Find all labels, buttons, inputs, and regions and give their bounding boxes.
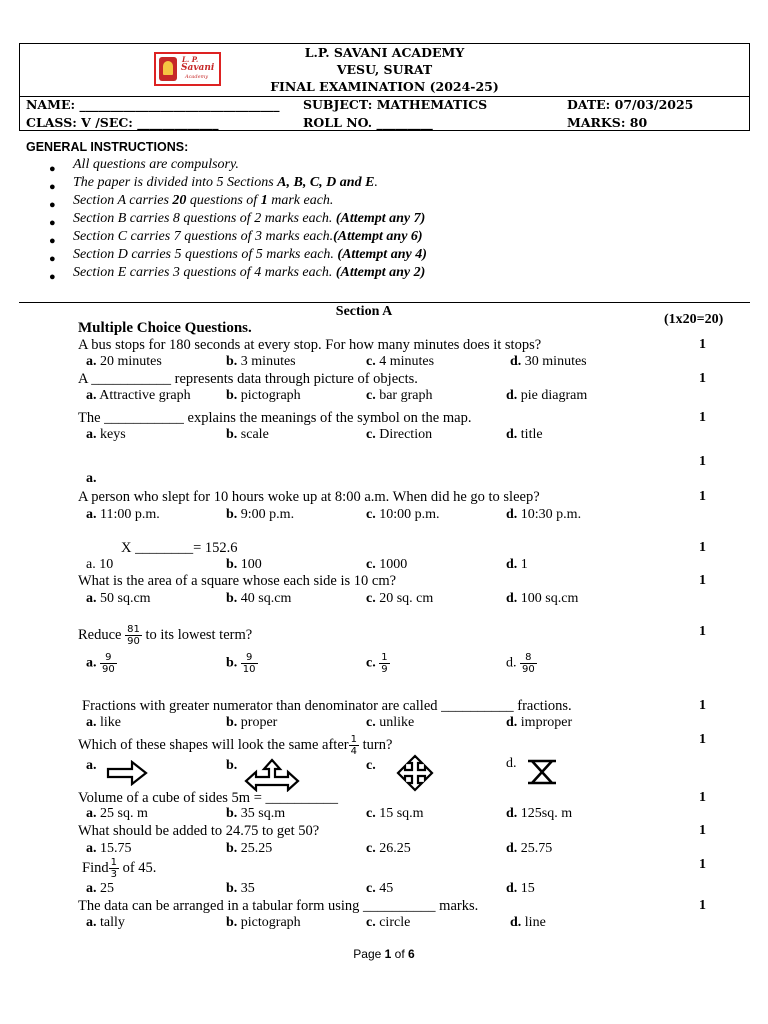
instruction-item: Section C carries 7 questions of 3 marks each.(Attempt any 6) bbox=[73, 229, 423, 244]
option-d: d. 125sq. m bbox=[506, 806, 573, 821]
section-divider bbox=[19, 302, 750, 303]
option-b: b. bbox=[226, 758, 238, 773]
option-c: c. circle bbox=[366, 915, 411, 930]
option-a: a. 25 bbox=[86, 881, 114, 896]
three-way-arrow-shape-icon bbox=[244, 758, 300, 792]
question-mark: 1 bbox=[699, 371, 706, 386]
instruction-item: Section E carries 3 questions of 4 marks each. (Attempt any 2) bbox=[73, 265, 426, 280]
hourglass-shape-icon bbox=[525, 758, 559, 786]
option-a: a. keys bbox=[86, 427, 126, 442]
option-c: c. bar graph bbox=[366, 388, 433, 403]
option-b: b. 35 bbox=[226, 881, 255, 896]
option-c: c. unlike bbox=[366, 715, 415, 730]
option-d: d. bbox=[506, 756, 517, 771]
option-d: d. pie diagram bbox=[506, 388, 588, 403]
option-d: d. line bbox=[510, 915, 546, 930]
option-c: c. 1000 bbox=[366, 557, 408, 572]
option-d: d. 100 sq.cm bbox=[506, 591, 579, 606]
question-mark: 1 bbox=[699, 454, 706, 469]
option-b: b. 3 minutes bbox=[226, 354, 296, 369]
option-c: c. $\frac{1}{9}$ bbox=[366, 652, 388, 675]
option-c: c. 15 sq.m bbox=[366, 806, 424, 821]
logo-text-2: Savani bbox=[181, 63, 215, 73]
bullet: ● bbox=[49, 253, 56, 265]
option-d: d. 10:30 p.m. bbox=[506, 507, 582, 522]
marks-label: MARKS: 80 bbox=[567, 115, 648, 130]
subject-label: SUBJECT: MATHEMATICS bbox=[303, 97, 488, 112]
option-a: a. tally bbox=[86, 915, 125, 930]
fraction: $\frac{81}{90}$ bbox=[127, 624, 140, 647]
question-text: A person who slept for 10 hours woke up at 8:00 a.m. When did he go to sleep? bbox=[78, 489, 540, 505]
bullet: ● bbox=[49, 271, 56, 283]
option-d: d. 30 minutes bbox=[510, 354, 587, 369]
option-a: a. 20 minutes bbox=[86, 354, 162, 369]
question-mark: 1 bbox=[699, 624, 706, 639]
question-mark: 1 bbox=[699, 732, 706, 747]
page-number: Page 1 of 6 bbox=[353, 947, 415, 961]
instruction-item: Section A carries 20 questions of 1 mark each. bbox=[73, 193, 334, 208]
option-c: c. 45 bbox=[366, 881, 394, 896]
option-c: c. bbox=[366, 758, 376, 773]
name-field: NAME: ________________________________ bbox=[26, 97, 280, 112]
question-text: A ___________ represents data through picture of objects. bbox=[78, 371, 418, 387]
school-location: VESU, SURAT bbox=[336, 62, 433, 77]
option-a: a. $\frac{9}{90}$ bbox=[86, 652, 115, 675]
question-text: What is the area of a square whose each side is 10 cm? bbox=[78, 573, 397, 589]
question-mark: 1 bbox=[699, 823, 706, 838]
option-b: b. 25.25 bbox=[226, 841, 273, 856]
option-b: b. 9:00 p.m. bbox=[226, 507, 295, 522]
question-mark: 1 bbox=[699, 898, 706, 913]
option-a: a. 10 bbox=[86, 557, 114, 572]
option-b: b. 100 bbox=[226, 557, 262, 572]
instruction-item: All questions are compulsory. bbox=[73, 157, 239, 172]
option-c: c. 26.25 bbox=[366, 841, 411, 856]
option-a: a. 15.75 bbox=[86, 841, 132, 856]
exam-title: FINAL EXAMINATION (2024-25) bbox=[270, 79, 499, 94]
bullet: ● bbox=[49, 199, 56, 211]
question-text: Which of these shapes will look the same after $\frac{1}{4}$ turn? bbox=[78, 734, 393, 757]
option-a: a. bbox=[86, 758, 97, 773]
instruction-item: Section B carries 8 questions of 2 marks each. (Attempt any 7) bbox=[73, 211, 426, 226]
date-label: DATE: 07/03/2025 bbox=[567, 97, 694, 112]
option-a: a. bbox=[86, 471, 97, 486]
question-text: A bus stops for 180 seconds at every stop. For how many minutes does it stops? bbox=[78, 337, 542, 353]
question-text: What should be added to 24.75 to get 50? bbox=[78, 823, 320, 839]
option-d: d. 15 bbox=[506, 881, 535, 896]
question-mark: 1 bbox=[699, 489, 706, 504]
question-text: Volume of a cube of sides 5m = __________ bbox=[78, 790, 339, 806]
option-c: c. 20 sq. cm bbox=[366, 591, 434, 606]
question-text: Find $\frac{1}{3}$ of 45. bbox=[82, 857, 157, 880]
instruction-item: ● bbox=[49, 163, 56, 175]
instructions-title: GENERAL INSTRUCTIONS: bbox=[26, 140, 189, 154]
bullet: ● bbox=[49, 181, 56, 193]
option-b: b. 35 sq.m bbox=[226, 806, 286, 821]
question-text: The ___________ explains the meanings of the symbol on the map. bbox=[78, 410, 472, 426]
bullet: ● bbox=[49, 235, 56, 247]
option-a: a. 50 sq.cm bbox=[86, 591, 151, 606]
fraction: $\frac{1}{3}$ bbox=[110, 857, 117, 880]
question-mark: 1 bbox=[699, 410, 706, 425]
fraction: $\frac{1}{4}$ bbox=[350, 734, 357, 757]
question-mark: 1 bbox=[699, 790, 706, 805]
question-text: Reduce $\frac{81}{90}$ to its lowest term? bbox=[78, 624, 253, 647]
option-d: d. $\frac{8}{90}$ bbox=[506, 652, 535, 675]
question-text: Fractions with greater numerator than denominator are called __________ fractions. bbox=[82, 698, 572, 714]
four-way-arrow-shape-icon bbox=[396, 754, 434, 792]
question-mark: 1 bbox=[699, 698, 706, 713]
bullet: ● bbox=[49, 217, 56, 229]
option-c: c. 10:00 p.m. bbox=[366, 507, 440, 522]
question-text: The data can be arranged in a tabular form using __________ marks. bbox=[78, 898, 479, 914]
option-d: d. 1 bbox=[506, 557, 528, 572]
roll-field: ROLL NO. _________ bbox=[303, 115, 433, 130]
section-a-title: Section A bbox=[335, 304, 393, 319]
option-a: a. Attractive graph bbox=[86, 388, 191, 403]
option-d: d. title bbox=[506, 427, 543, 442]
instruction-item: Section D carries 5 questions of 5 marks each. (Attempt any 4) bbox=[73, 247, 427, 262]
school-name: L.P. SAVANI ACADEMY bbox=[304, 45, 465, 60]
option-b: b. pictograph bbox=[226, 915, 301, 930]
option-d: d. improper bbox=[506, 715, 573, 730]
option-d: d. 25.75 bbox=[506, 841, 553, 856]
question-mark: 1 bbox=[699, 857, 706, 872]
question-mark: 1 bbox=[699, 337, 706, 352]
option-b: b. scale bbox=[226, 427, 269, 442]
section-a-subtitle: Multiple Choice Questions. bbox=[78, 320, 252, 336]
marks-scheme: (1x20=20) bbox=[664, 312, 724, 327]
question-mark: 1 bbox=[699, 573, 706, 588]
option-c: c. 4 minutes bbox=[366, 354, 435, 369]
option-a: a. like bbox=[86, 715, 121, 730]
option-b: b. $\frac{9}{10}$ bbox=[226, 652, 256, 675]
logo-text-3: Academy bbox=[185, 74, 209, 80]
option-b: b. proper bbox=[226, 715, 278, 730]
option-a: a. 11:00 p.m. bbox=[86, 507, 160, 522]
option-b: b. pictograph bbox=[226, 388, 301, 403]
right-arrow-shape-icon bbox=[106, 760, 148, 786]
option-a: a. 25 sq. m bbox=[86, 806, 148, 821]
option-b: b. 40 sq.cm bbox=[226, 591, 292, 606]
question-mark: 1 bbox=[699, 540, 706, 555]
instruction-item: The paper is divided into 5 Sections A, B, C, D and E. bbox=[73, 175, 378, 190]
logo-text-1: L. P. bbox=[182, 55, 199, 64]
question-text: X ________= 152.6 bbox=[121, 540, 238, 556]
option-c: c. Direction bbox=[366, 427, 433, 442]
class-field: CLASS: V /SEC: _____________ bbox=[26, 115, 219, 130]
